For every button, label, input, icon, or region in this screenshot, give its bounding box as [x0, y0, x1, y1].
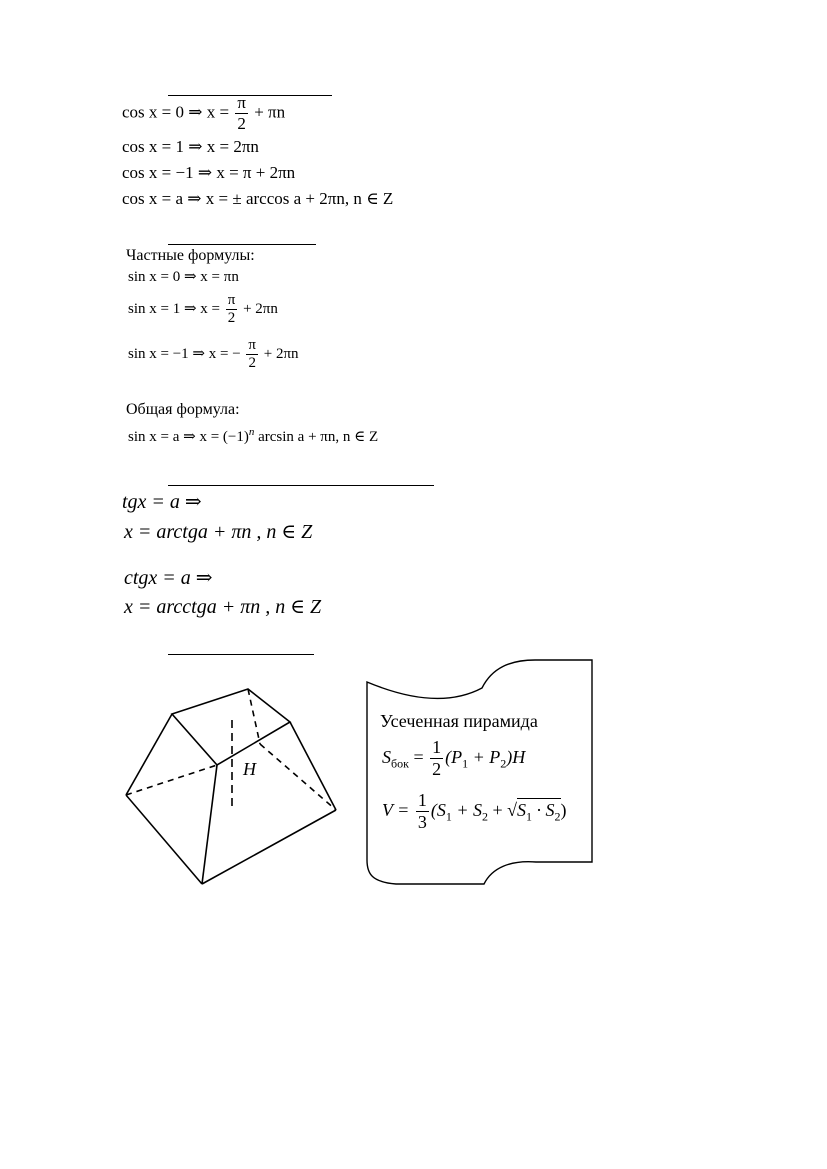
tg-solution: x = arctga + πn , n ∈ Z	[124, 521, 313, 543]
sin-formula-general: sin x = a ⇒ $x = (-1)^n$ arcsin a + πn, n ∈ Z	[128, 426, 379, 445]
truncated-pyramid-drawing	[126, 689, 336, 884]
ctg-equation: ctgx = a ⇒	[124, 567, 213, 589]
sqrt-icon: √	[507, 799, 518, 820]
sin-general-title: Общая формула:	[126, 401, 240, 418]
ctg-solution: x = arcctga + πn , n ∈ Z	[124, 596, 322, 618]
height-label: H	[243, 759, 256, 779]
sin-particular-title: Частные формулы:	[126, 247, 255, 264]
volume-formula: V = $\frac{1}{3}$ $(S_1 + S_2 + √S_1 \cdot S_2)$	[382, 790, 567, 832]
cos-formula-one: cos x = 1 ⇒ x = 2πn	[122, 137, 259, 156]
tg-equation: tgx = a ⇒	[122, 491, 202, 513]
sin-formula-one: sin x = 1 ⇒ x = $\frac{\pi}{2}$ + 2πn	[128, 292, 278, 326]
sin-formula-minus-one: sin x = −1 ⇒ x = − $\frac{\pi}{2}$ + 2πn	[128, 337, 299, 371]
cos-formula-general: cos x = a ⇒ x = ± arccos a + 2πn, n ∈ Z	[122, 189, 394, 208]
cos-formula-zero: cos x = 0 ⇒ x = $\frac{\pi}{2}$ + πn	[122, 93, 286, 133]
sqrt-radicand: $S_1 \cdot S_2$	[517, 799, 561, 824]
lateral-area-formula: $S_{бок}$ = $\frac{1}{2}$ $(P_1 + P_2)H$	[382, 737, 526, 779]
sin-formula-zero: sin x = 0 ⇒ x = πn	[128, 269, 239, 285]
scroll-title: Усеченная пирамида	[380, 711, 538, 731]
cos-formula-minus-one: cos x = −1 ⇒ x = π + 2πn	[122, 163, 296, 182]
